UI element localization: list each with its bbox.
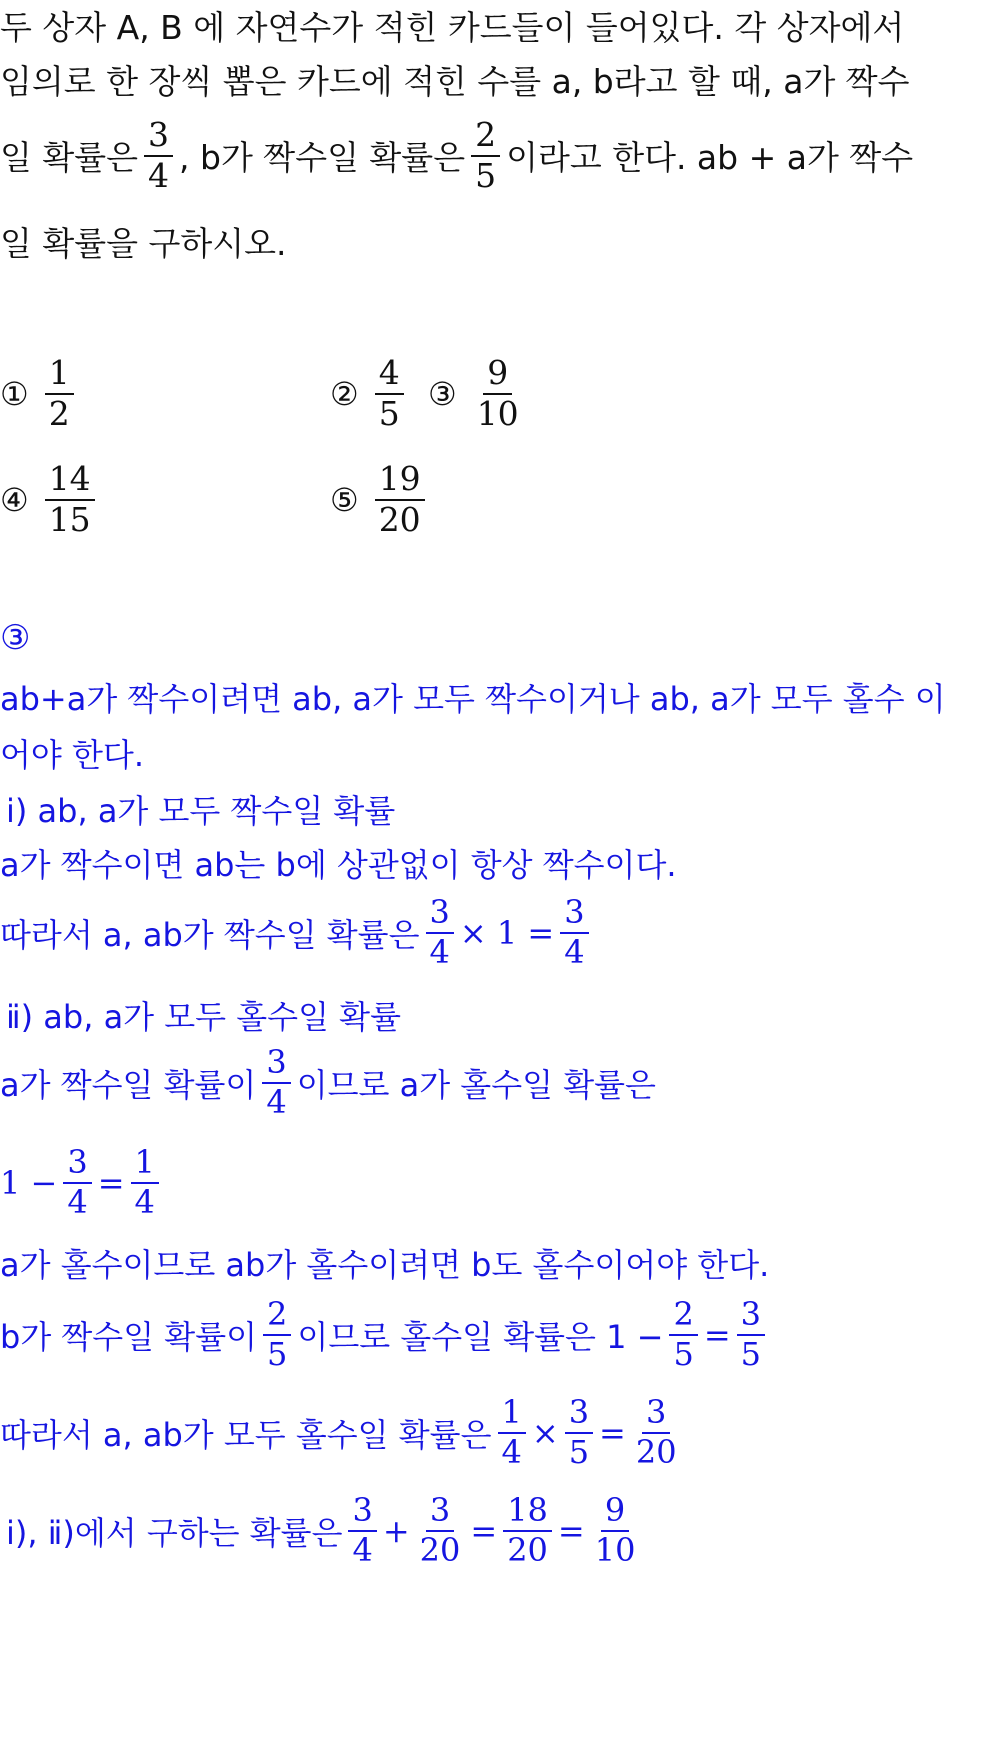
fraction bbox=[45, 353, 74, 433]
denominator: 5 bbox=[378, 393, 400, 433]
denominator: 5 bbox=[568, 1432, 590, 1471]
numerator: 9 bbox=[483, 356, 512, 395]
solution-line-12 bbox=[6, 1491, 645, 1569]
fraction bbox=[375, 353, 404, 433]
fraction bbox=[426, 893, 454, 971]
fraction bbox=[262, 1043, 290, 1121]
numerator: 3 bbox=[144, 118, 173, 157]
math-operator: = bbox=[599, 1413, 626, 1452]
solution-text: a가 짝수일 확률이 bbox=[0, 1065, 257, 1104]
denominator: 4 bbox=[352, 1530, 373, 1569]
numerator: 19 bbox=[375, 462, 425, 501]
denominator: 5 bbox=[673, 1334, 694, 1373]
denominator: 20 bbox=[378, 499, 421, 539]
choice-5[interactable] bbox=[330, 459, 431, 539]
solution-text: b가 짝수일 확률이 bbox=[0, 1317, 258, 1356]
denominator: 2 bbox=[48, 393, 70, 433]
denominator: 15 bbox=[48, 499, 91, 539]
solution-text: 따라서 a, ab가 모두 홀수일 확률은 bbox=[0, 1415, 492, 1454]
solution-line-7 bbox=[0, 1043, 656, 1121]
solution-line-6: ⅱ) ab, a가 모두 홀수일 확률 bbox=[6, 998, 401, 1036]
denominator: 20 bbox=[635, 1432, 677, 1471]
denominator: 4 bbox=[134, 1182, 155, 1221]
numerator: 18 bbox=[503, 1494, 552, 1532]
choice-mark: ① bbox=[0, 374, 29, 413]
math-operator: × bbox=[531, 1413, 559, 1452]
choice-2[interactable] bbox=[330, 353, 410, 433]
choice-mark: ⑤ bbox=[330, 480, 359, 519]
fraction bbox=[560, 893, 588, 971]
fraction bbox=[416, 1491, 465, 1569]
fraction bbox=[263, 1295, 291, 1373]
fraction bbox=[471, 115, 500, 195]
fraction bbox=[632, 1393, 681, 1471]
numerator: 2 bbox=[263, 1298, 291, 1336]
numerator: 2 bbox=[669, 1298, 697, 1336]
math-operator: + bbox=[382, 1511, 410, 1550]
denominator: 4 bbox=[148, 155, 170, 195]
solution-line-11 bbox=[0, 1393, 687, 1471]
fraction bbox=[565, 1393, 593, 1471]
solution-line-4: a가 짝수이면 ab는 b에 상관없이 항상 짝수이다. bbox=[0, 846, 677, 884]
denominator: 10 bbox=[476, 393, 519, 433]
solution-text: 이므로 a가 홀수일 확률은 bbox=[296, 1065, 656, 1104]
numerator: 3 bbox=[560, 896, 588, 934]
question-text: 일 확률은 bbox=[0, 138, 139, 178]
denominator: 4 bbox=[266, 1082, 287, 1121]
fraction bbox=[348, 1491, 376, 1569]
solution-line-10 bbox=[0, 1295, 771, 1373]
fraction bbox=[498, 1393, 526, 1471]
question-text: , b가 짝수일 확률은 bbox=[179, 138, 466, 178]
denominator: 5 bbox=[267, 1334, 288, 1373]
math-operator: = bbox=[470, 1511, 498, 1550]
numerator: 3 bbox=[737, 1298, 765, 1336]
question-line-4: 일 확률을 구하시오. bbox=[0, 224, 287, 263]
solution-line-3: ⅰ) ab, a가 모두 짝수일 확률 bbox=[6, 792, 396, 830]
fraction bbox=[131, 1143, 159, 1221]
fraction bbox=[375, 459, 425, 539]
choice-3[interactable] bbox=[428, 353, 529, 433]
question-text: 이라고 한다. ab + a가 짝수 bbox=[506, 138, 914, 178]
solution-line-5 bbox=[0, 893, 595, 971]
numerator: 1 bbox=[498, 1396, 526, 1434]
fraction bbox=[45, 459, 95, 539]
math-operator: = bbox=[557, 1511, 585, 1550]
denominator: 20 bbox=[507, 1530, 548, 1569]
numerator: 3 bbox=[565, 1396, 593, 1434]
math-operator: = bbox=[97, 1163, 125, 1202]
numerator: 3 bbox=[63, 1146, 91, 1184]
denominator: 10 bbox=[594, 1530, 636, 1569]
numerator: 1 bbox=[45, 356, 74, 395]
question-line-2: 임의로 한 장씩 뽑은 카드에 적힌 수를 a, b라고 할 때, a가 짝수 bbox=[0, 62, 910, 101]
solution-text: 이므로 홀수일 확률은 1 − bbox=[297, 1317, 664, 1356]
choice-mark: ③ bbox=[428, 374, 457, 413]
fraction bbox=[669, 1295, 697, 1373]
question-line-1: 두 상자 A, B 에 자연수가 적힌 카드들이 들어있다. 각 상자에서 bbox=[0, 8, 905, 47]
solution-line-1: ab+a가 짝수이려면 ab, a가 모두 짝수이거나 ab, a가 모두 홀수 이 bbox=[0, 680, 946, 718]
fraction bbox=[63, 1143, 91, 1221]
fraction bbox=[503, 1491, 552, 1569]
question-line-3 bbox=[0, 115, 914, 195]
solution-text: 따라서 a, ab가 짝수일 확률은 bbox=[0, 915, 420, 954]
choice-4[interactable] bbox=[0, 459, 101, 539]
solution-line-8 bbox=[0, 1143, 165, 1221]
numerator: 3 bbox=[348, 1494, 376, 1532]
math-expression: 1 − bbox=[0, 1163, 58, 1202]
numerator: 1 bbox=[131, 1146, 159, 1184]
numerator: 9 bbox=[601, 1494, 629, 1532]
answer-mark: ③ bbox=[0, 618, 31, 658]
denominator: 4 bbox=[429, 932, 450, 971]
numerator: 2 bbox=[471, 118, 500, 157]
numerator: 4 bbox=[375, 356, 404, 395]
choice-1[interactable] bbox=[0, 353, 80, 433]
numerator: 3 bbox=[426, 1494, 454, 1532]
denominator: 4 bbox=[501, 1432, 522, 1471]
numerator: 3 bbox=[642, 1396, 670, 1434]
choice-mark: ② bbox=[330, 374, 359, 413]
denominator: 20 bbox=[419, 1530, 461, 1569]
solution-line-2: 어야 한다. bbox=[0, 736, 144, 774]
denominator: 4 bbox=[67, 1182, 88, 1221]
numerator: 3 bbox=[426, 896, 454, 934]
denominator: 5 bbox=[475, 155, 497, 195]
numerator: 14 bbox=[45, 462, 95, 501]
fraction bbox=[737, 1295, 765, 1373]
denominator: 4 bbox=[564, 932, 585, 971]
fraction bbox=[473, 353, 523, 433]
numerator: 3 bbox=[262, 1046, 290, 1084]
solution-line-9: a가 홀수이므로 ab가 홀수이려면 b도 홀수이어야 한다. bbox=[0, 1246, 770, 1284]
solution-text: ⅰ), ⅱ)에서 구하는 확률은 bbox=[6, 1513, 343, 1552]
fraction bbox=[591, 1491, 640, 1569]
fraction bbox=[144, 115, 173, 195]
math-operator: = bbox=[703, 1315, 731, 1354]
denominator: 5 bbox=[740, 1334, 762, 1373]
choice-mark: ④ bbox=[0, 480, 29, 519]
math-operator: × 1 = bbox=[459, 913, 555, 952]
